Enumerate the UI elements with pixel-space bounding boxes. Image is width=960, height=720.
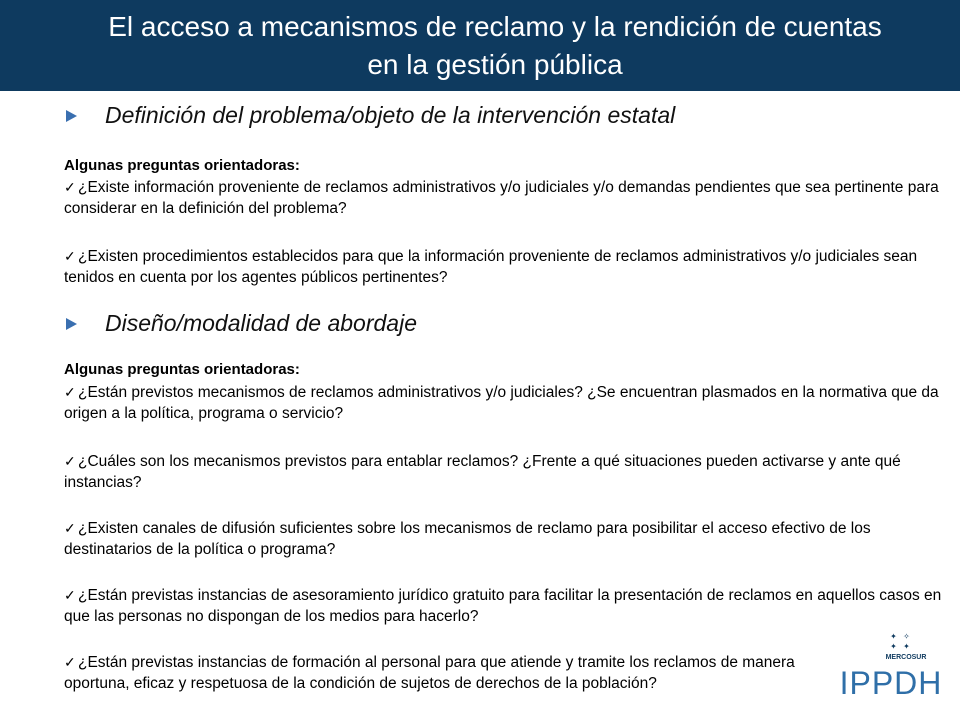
- section-2-question-2: [64, 451, 944, 493]
- checkmark-icon: ✓: [64, 587, 76, 603]
- section-2-question-5: [64, 652, 864, 694]
- question-text: ¿Existe información proveniente de reclamos administrativos y/o judiciales y/o demandas pendientes que sea pertinente para considerar en la definición del problema?: [64, 179, 939, 217]
- section-2-question-1: [64, 382, 944, 424]
- section-1-question-1: [64, 177, 944, 219]
- title-line-2: en la gestión pública: [367, 49, 623, 80]
- checkmark-icon: ✓: [64, 384, 76, 400]
- section-2-question-3: [64, 518, 944, 560]
- arrow-bullet-icon: [66, 318, 77, 330]
- question-text: ¿Existen canales de difusión suficientes sobre los mecanismos de reclamo para posibilitar el acceso efectivo de los destinatarios de la política o programa?: [64, 520, 871, 558]
- arrow-bullet-icon: [66, 110, 77, 122]
- checkmark-icon: ✓: [64, 520, 76, 536]
- section-2-label: Algunas preguntas orientadoras:: [64, 361, 300, 378]
- section-2-question-4: [64, 585, 944, 627]
- section-2-title: [66, 310, 417, 337]
- checkmark-icon: ✓: [64, 179, 76, 195]
- slide-title: [0, 0, 960, 84]
- question-text: ¿Existen procedimientos establecidos para que la información proveniente de reclamos administrativos y/o judiciales sean tenidos en cuenta por los agentes públicos pertinentes?: [64, 248, 918, 286]
- section-1-label: Algunas preguntas orientadoras:: [64, 157, 300, 174]
- mercosur-text: MERCOSUR: [885, 654, 927, 661]
- stars-icon: ✦ ✧ ✦ ✦: [890, 632, 912, 651]
- checkmark-icon: ✓: [64, 654, 76, 670]
- section-1-question-2: [64, 246, 944, 288]
- section-1-title: [66, 102, 675, 129]
- ippdh-logo: [836, 632, 946, 712]
- question-text: ¿Están previstos mecanismos de reclamos administrativos y/o judiciales? ¿Se encuentran plasmados en la normativa que da origen a la política, programa o servicio?: [64, 384, 939, 422]
- section-1-title-text: Definición del problema/objeto de la intervención estatal: [105, 102, 676, 128]
- question-text: ¿Cuáles son los mecanismos previstos para entablar reclamos? ¿Frente a qué situaciones pueden activarse y ante qué instancias?: [64, 453, 901, 491]
- ippdh-text: IPPDH: [839, 665, 943, 701]
- question-text: ¿Están previstas instancias de formación al personal para que atiende y tramite los reclamos de manera oportuna, eficaz y respetuosa de la condición de sujetos de derechos de la población?: [64, 654, 795, 692]
- checkmark-icon: ✓: [64, 453, 76, 469]
- section-2-title-text: Diseño/modalidad de abordaje: [105, 310, 417, 336]
- title-line-1: El acceso a mecanismos de reclamo y la rendición de cuentas: [108, 11, 882, 42]
- question-text: ¿Están previstas instancias de asesoramiento jurídico gratuito para facilitar la presentación de reclamos en aquellos casos en que las personas no dispongan de los medios para hacerlo?: [64, 587, 942, 625]
- slide-header: [0, 0, 960, 91]
- checkmark-icon: ✓: [64, 248, 76, 264]
